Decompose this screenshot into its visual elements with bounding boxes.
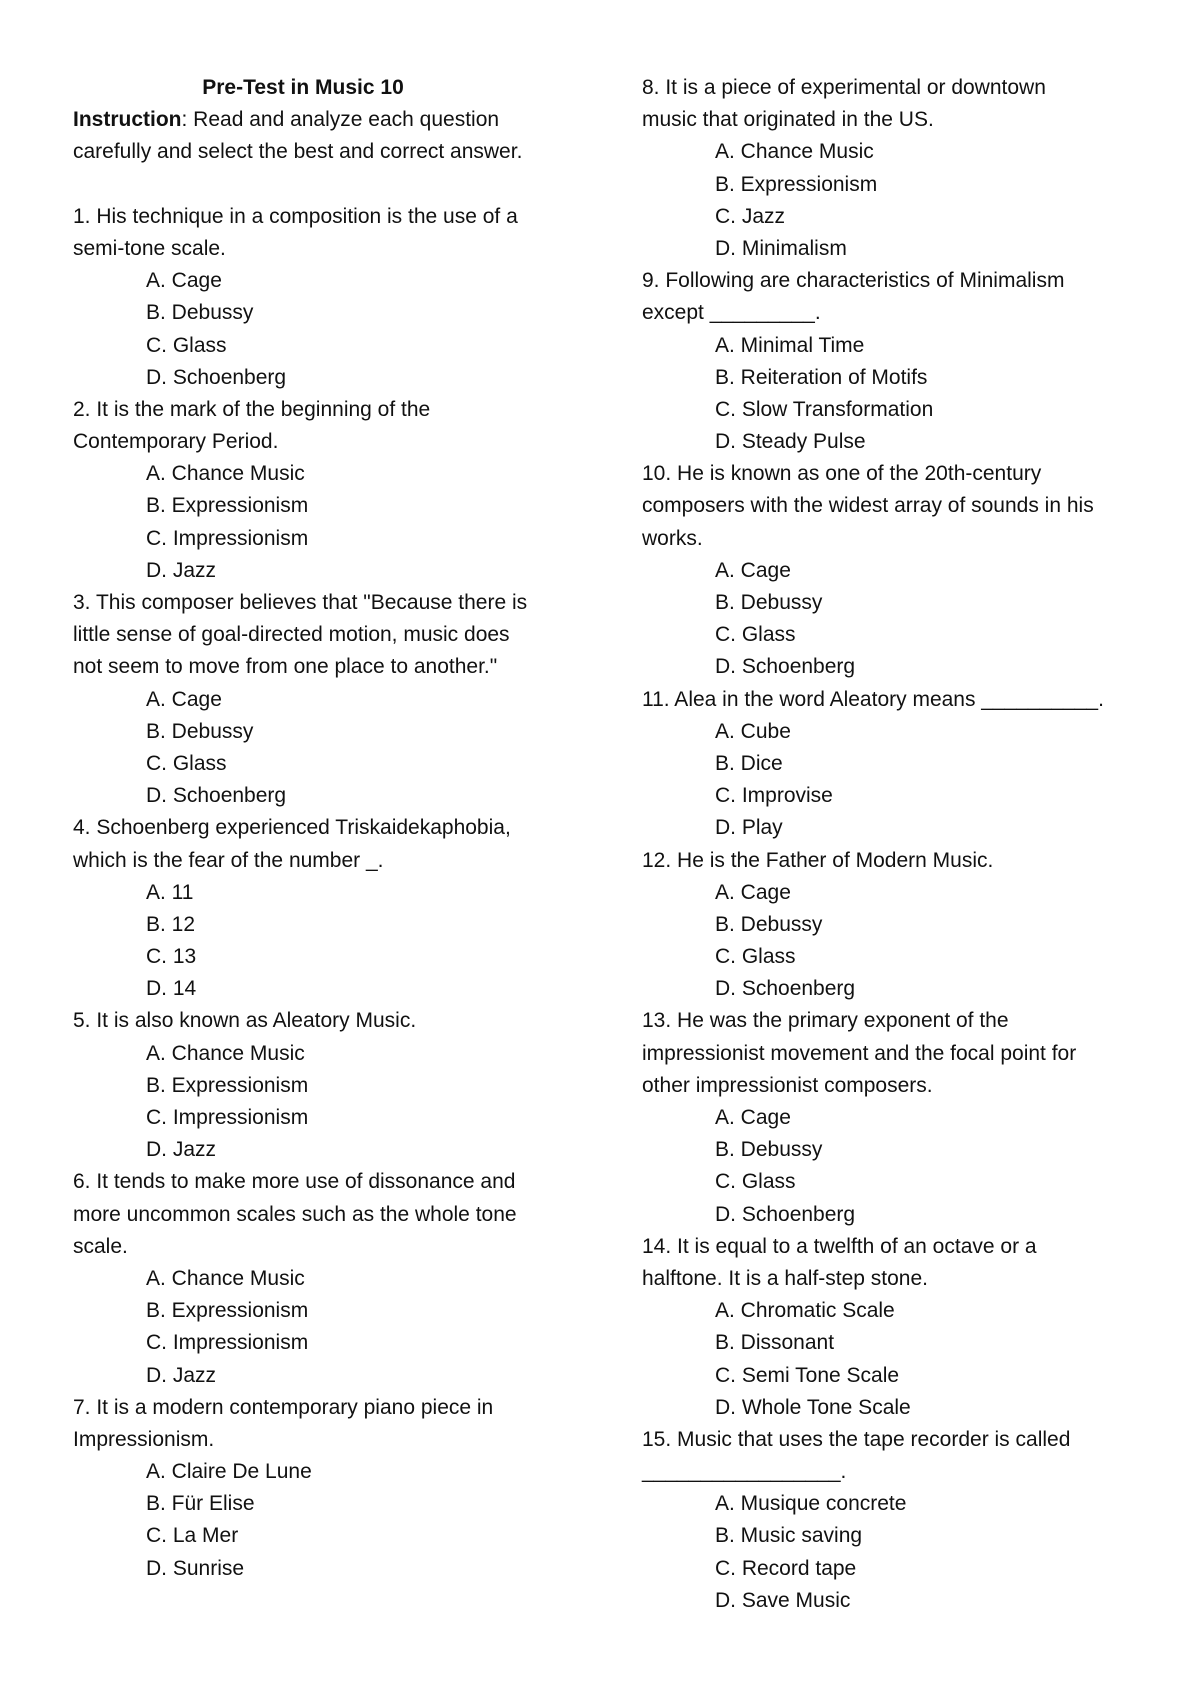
question-text: scale. <box>73 1234 128 1258</box>
question-text: 15. Music that uses the tape recorder is called <box>642 1427 1071 1451</box>
question-text: 8. It is a piece of experimental or downtown <box>642 76 1046 99</box>
answer-option: A. Chance Music <box>715 140 874 164</box>
question-text: 3. This composer believes that "Because there is <box>73 591 528 614</box>
question-text: more uncommon scales such as the whole tone <box>73 1202 517 1226</box>
answer-option: A. Cage <box>715 1106 791 1129</box>
answer-option: C. Glass <box>715 623 796 647</box>
answer-option: D. Schoenberg <box>146 365 287 389</box>
right-column <box>642 72 1162 1617</box>
answer-option: A. Cage <box>146 687 222 711</box>
answer-option: A. Chance Music <box>146 1041 305 1065</box>
answer-option: C. Record tape <box>715 1556 857 1580</box>
answer-option: C. Impressionism <box>146 1331 309 1355</box>
question-text: except _________. <box>642 301 821 325</box>
answer-option: B. Dice <box>715 751 783 775</box>
answer-option: D. Schoenberg <box>146 784 287 808</box>
answer-option: B. Expressionism <box>146 1299 309 1323</box>
question-text: 10. He is known as one of the 20th-century <box>642 462 1042 486</box>
answer-option: D. Schoenberg <box>715 977 856 1001</box>
instruction-text-1: : Read and analyze each question <box>181 108 500 132</box>
instruction-line-1 <box>73 104 573 136</box>
answer-option: B. Debussy <box>146 301 254 325</box>
answer-option: D. Schoenberg <box>715 1202 856 1226</box>
page-title: Pre-Test in Music 10 <box>202 76 404 99</box>
answer-option: A. Chance Music <box>146 1266 305 1290</box>
answer-option: B. Für Elise <box>146 1492 255 1516</box>
answer-option: B. Expressionism <box>146 1073 309 1097</box>
answer-option: D. Sunrise <box>146 1556 245 1580</box>
question-text: Impressionism. <box>73 1427 215 1451</box>
answer-option: C. Glass <box>715 1170 796 1194</box>
question-item <box>642 1231 1162 1424</box>
question-text: music that originated in the US. <box>642 108 934 132</box>
question-text: 4. Schoenberg experienced Triskaidekaphobia, <box>73 816 511 840</box>
question-text: other impressionist composers. <box>642 1073 933 1097</box>
question-text: 12. He is the Father of Modern Music. <box>642 848 994 872</box>
answer-option: B. Debussy <box>715 1138 823 1162</box>
question-text: not seem to move from one place to another." <box>73 655 498 679</box>
question-item <box>642 265 1162 458</box>
question-text: semi-tone scale. <box>73 236 226 260</box>
question-text: little sense of goal-directed motion, music does <box>73 623 510 647</box>
answer-option: D. 14 <box>146 977 197 1001</box>
answer-option: C. Impressionism <box>146 526 309 550</box>
question-text: 6. It tends to make more use of dissonance and <box>73 1170 516 1194</box>
question-text: 2. It is the mark of the beginning of the <box>73 397 431 421</box>
answer-option: C. Slow Transformation <box>715 397 934 421</box>
answer-option: C. Semi Tone Scale <box>715 1363 900 1387</box>
answer-option: B. Expressionism <box>146 494 309 518</box>
answer-option: B. Debussy <box>146 719 254 743</box>
question-text: 1. His technique in a composition is the use of a <box>73 204 518 228</box>
answer-option: C. Improvise <box>715 784 833 808</box>
answer-option: A. Cube <box>715 719 791 743</box>
question-text: 14. It is equal to a twelfth of an octave or a <box>642 1234 1037 1258</box>
answer-option: B. Dissonant <box>715 1331 835 1355</box>
answer-option: C. Glass <box>715 945 796 969</box>
question-item <box>73 1005 573 1166</box>
question-item <box>73 587 573 812</box>
question-text: impressionist movement and the focal point for <box>642 1041 1077 1065</box>
answer-option: A. Claire De Lune <box>146 1460 312 1484</box>
question-item <box>642 458 1162 683</box>
question-item <box>642 845 1162 1006</box>
answer-option: D. Whole Tone Scale <box>715 1395 911 1419</box>
instruction-text-2: carefully and select the best and correct answer. <box>73 140 523 164</box>
answer-option: A. 11 <box>146 880 194 904</box>
answer-option: B. Debussy <box>715 591 823 614</box>
question-item <box>73 1392 573 1585</box>
answer-option: D. Jazz <box>146 1138 217 1162</box>
question-text: works. <box>642 526 703 550</box>
answer-option: B. Expressionism <box>715 172 878 196</box>
answer-option: D. Play <box>715 816 783 840</box>
question-text: halftone. It is a half-step stone. <box>642 1266 929 1290</box>
answer-option: B. 12 <box>146 912 196 936</box>
answer-option: C. Glass <box>146 751 227 775</box>
answer-option: A. Chromatic Scale <box>715 1299 895 1323</box>
question-item <box>642 1005 1162 1230</box>
answer-option: C. Jazz <box>715 204 786 228</box>
answer-option: C. La Mer <box>146 1524 239 1548</box>
question-text: 7. It is a modern contemporary piano piece in <box>73 1395 494 1419</box>
question-item <box>73 1166 573 1391</box>
answer-option: D. Steady Pulse <box>715 430 866 454</box>
answer-option: A. Minimal Time <box>715 333 865 357</box>
question-item <box>642 1424 1162 1617</box>
answer-option: A. Cage <box>715 880 791 904</box>
answer-option: C. Impressionism <box>146 1106 309 1129</box>
question-item <box>73 812 573 1005</box>
answer-option: B. Reiteration of Motifs <box>715 365 928 389</box>
answer-option: D. Schoenberg <box>715 655 856 679</box>
answer-option: D. Save Music <box>715 1588 851 1612</box>
right-question-list <box>642 72 1162 1617</box>
question-text: 5. It is also known as Aleatory Music. <box>73 1009 417 1033</box>
answer-option: C. Glass <box>146 333 227 357</box>
question-text: 11. Alea in the word Aleatory means __________. <box>642 687 1104 711</box>
answer-option: D. Jazz <box>146 558 217 582</box>
question-text: composers with the widest array of sounds in his <box>642 494 1094 518</box>
answer-option: A. Cage <box>715 558 791 582</box>
answer-option: D. Jazz <box>146 1363 217 1387</box>
question-text: 9. Following are characteristics of Minimalism <box>642 269 1065 293</box>
answer-option: A. Musique concrete <box>715 1492 907 1516</box>
question-text: which is the fear of the number _. <box>73 848 384 872</box>
question-item <box>642 684 1162 845</box>
answer-option: C. 13 <box>146 945 197 969</box>
question-text: 13. He was the primary exponent of the <box>642 1009 1009 1033</box>
question-text: _________________. <box>642 1460 847 1484</box>
left-column <box>73 72 573 1585</box>
answer-option: D. Minimalism <box>715 236 847 260</box>
question-item <box>73 394 573 587</box>
question-item <box>73 201 573 394</box>
left-question-list <box>73 201 573 1585</box>
question-item <box>642 72 1162 265</box>
instruction-label: Instruction <box>73 108 182 132</box>
answer-option: A. Cage <box>146 269 222 293</box>
question-text: Contemporary Period. <box>73 430 279 454</box>
blank-line <box>73 169 573 201</box>
answer-option: B. Debussy <box>715 912 823 936</box>
answer-option: B. Music saving <box>715 1524 863 1548</box>
answer-option: A. Chance Music <box>146 462 305 486</box>
